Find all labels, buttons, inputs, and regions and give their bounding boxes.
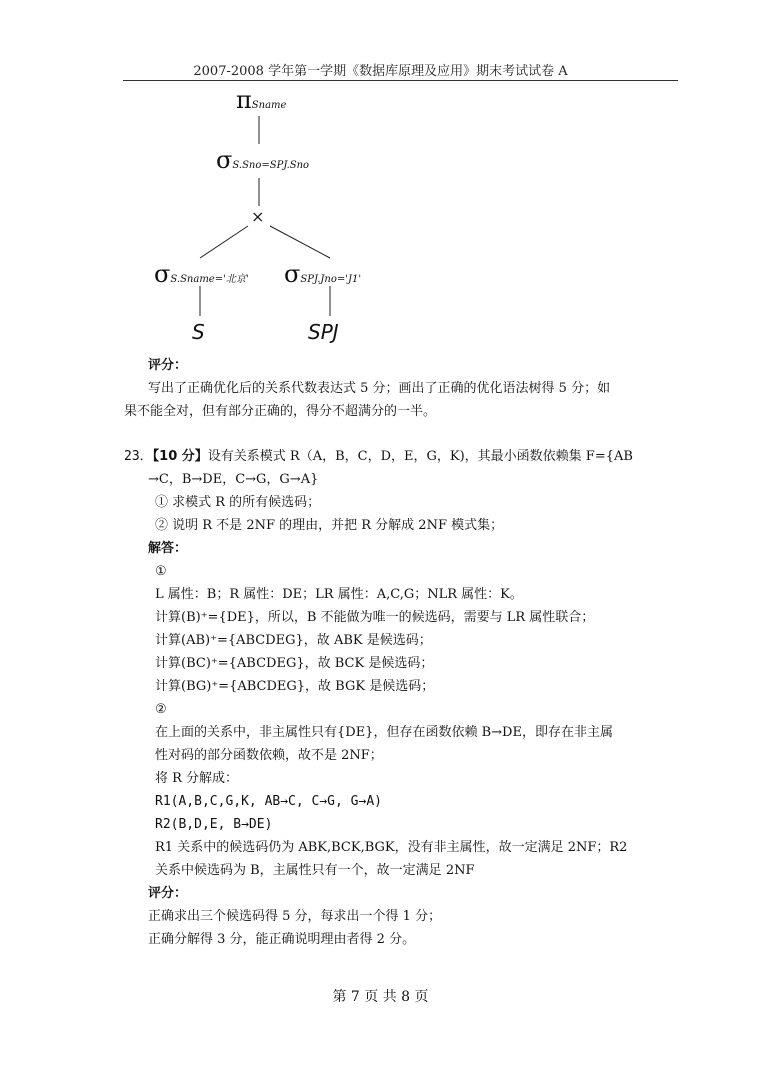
sigma-symbol-right: σ — [284, 260, 301, 288]
attribute-classification: L 属性：B；R 属性：DE；LR 属性：A,C,G；NLR 属性：K。 — [155, 587, 523, 602]
right-select-node — [284, 260, 361, 288]
tree-edges — [140, 86, 440, 346]
grading-22-line2: 果不能全对，但有部分正确的，得分不超满分的一半。 — [124, 404, 437, 419]
grading-label-22: 评分： — [148, 358, 188, 373]
relation-r2: R2(B,D,E, B→DE) — [155, 817, 273, 832]
question-score: 【10 分】 — [152, 449, 208, 464]
grading-23-line1: 正确求出三个候选码得 5 分，每求出一个得 1 分； — [148, 909, 442, 924]
page-header: 2007-2008 学年第一学期《数据库原理及应用》期末考试试卷 A — [193, 64, 568, 79]
join-condition: S.Sno=SPJ.Sno — [232, 160, 310, 171]
left-condition: S.Sname='北京' — [170, 274, 249, 285]
question-number: 23． — [124, 449, 153, 464]
pi-symbol: π — [236, 86, 252, 114]
relation-r1: R1(A,B,C,G,K, AB→C, C→G, G→A) — [155, 794, 382, 809]
grading-23-line2: 正确分解得 3 分，能正确说明理由者得 2 分。 — [148, 932, 416, 947]
join-select-node — [216, 146, 309, 174]
decomposition-intro: 将 R 分解成： — [155, 771, 239, 786]
closure-bc: 计算(BC)⁺={ABCDEG}，故 BCK 是候选码； — [155, 656, 434, 671]
answer-label: 解答： — [148, 541, 188, 556]
closure-ab: 计算(AB)⁺={ABCDEG}，故 ABK 是候选码； — [155, 633, 432, 648]
answer-part1-mark: ① — [155, 564, 167, 579]
reason-line1: 在上面的关系中，非主属性只有{DE}，但存在函数依赖 B→DE，即存在非主属 — [155, 725, 613, 740]
query-tree — [140, 86, 440, 346]
leaf-s: S — [192, 320, 205, 344]
projection-attr: Sname — [251, 100, 287, 111]
question-item-2: ② 说明 R 不是 2NF 的理由，并把 R 分解成 2NF 模式集； — [155, 518, 504, 533]
question-23-line2: →C，B→DE，C→G，G→A} — [148, 472, 319, 487]
question-text: 设有关系模式 R（A，B，C，D，E，G，K)，其最小函数依赖集 F={AB — [207, 449, 633, 464]
conclusion-line1: R1 关系中的候选码仍为 ABK,BCK,BGK，没有非主属性，故一定满足 2NF；R2 — [155, 840, 628, 855]
edge-cross-left — [200, 226, 248, 258]
reason-line2: 性对码的部分函数依赖，故不是 2NF； — [155, 748, 383, 763]
question-item-1: ① 求模式 R 的所有候选码； — [155, 495, 321, 510]
left-select-node — [154, 260, 249, 288]
right-condition: SPJ.Jno='J1' — [300, 274, 362, 285]
conclusion-line2: 关系中候选码为 B，主属性只有一个，故一定满足 2NF — [155, 863, 475, 878]
grading-label-23: 评分： — [148, 886, 188, 901]
sigma-symbol-left: σ — [154, 260, 171, 288]
projection-node — [236, 86, 286, 114]
leaf-spj: SPJ — [308, 320, 339, 344]
question-23-line1 — [124, 446, 633, 468]
grading-22-line1: 写出了正确优化后的关系代数表达式 5 分；画出了正确的优化语法树得 5 分；如 — [148, 381, 611, 396]
edge-cross-right — [270, 226, 330, 258]
closure-b: 计算(B)⁺={DE}，所以，B 不能做为唯一的候选码，需要与 LR 属性联合； — [155, 610, 595, 625]
page-footer: 第 7 页 共 8 页 — [332, 989, 429, 1005]
cross-product-node: × — [251, 207, 265, 226]
header-rule — [123, 80, 678, 81]
closure-bg: 计算(BG)⁺={ABCDEG}，故 BGK 是候选码； — [155, 679, 435, 694]
sigma-symbol: σ — [216, 146, 233, 174]
answer-part2-mark: ② — [155, 702, 167, 717]
